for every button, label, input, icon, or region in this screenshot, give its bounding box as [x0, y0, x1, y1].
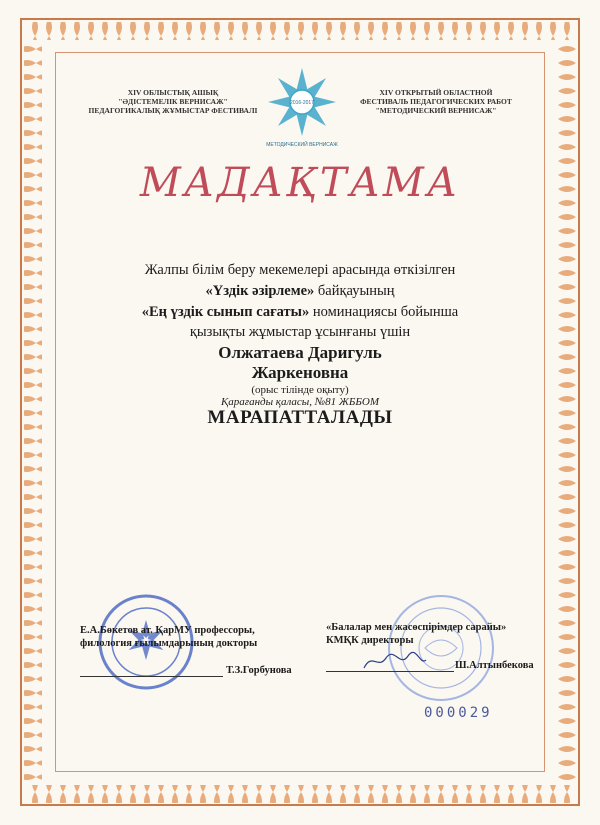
- header-left-line-3: ПЕДАГОГИКАЛЫҚ ЖҰМЫСТАР ФЕСТИВАЛІ: [88, 106, 258, 115]
- festival-logo: [258, 62, 346, 150]
- body-line-3: [0, 304, 600, 321]
- header-left: [88, 88, 258, 115]
- body-line-4: қызықты жұмыстар ұсынғаны үшін: [189, 324, 411, 340]
- recipient-note: (орыс тілінде оқыту): [251, 384, 349, 396]
- logo-years: 2016-2017: [290, 100, 314, 106]
- left-signatory-name: Т.З.Горбунова: [226, 665, 292, 676]
- header-left-line-1: XIV ОБЛЫСТЫҚ АШЫҚ: [127, 88, 219, 97]
- left-signature-line: [80, 676, 223, 677]
- recipient-name-line-1: Олжатаева Даригуль: [218, 343, 382, 362]
- body-line-1: Жалпы білім беру мекемелері арасында өткізілген: [144, 262, 456, 278]
- left-signatory-title-1: Е.А.Бөкетов ат. ҚарМУ профессоры,: [80, 625, 255, 636]
- left-signatory: [80, 625, 290, 650]
- header-right-line-1: XIV ОТКРЫТЫЙ ОБЛАСТНОЙ: [379, 88, 493, 97]
- body-line-3-rest: номинациясы бойынша: [309, 304, 459, 320]
- header-right-line-3: "МЕТОДИЧЕСКИЙ ВЕРНИСАЖ": [375, 106, 497, 115]
- header-right: [356, 88, 516, 115]
- recipient-school: Қарағанды қаласы, №81 ЖББОМ: [220, 396, 379, 408]
- logo-caption: МЕТОДИЧЕСКИЙ ВЕРНИСАЖ: [266, 142, 338, 148]
- nomination-name: «Ең үздік сынып сағаты»: [141, 304, 310, 320]
- award-text: МАРАПАТТАЛАДЫ: [207, 407, 393, 428]
- right-signatory-title-2: КМҚК директоры: [326, 634, 414, 646]
- header-right-line-2: ФЕСТИВАЛЬ ПЕДАГОГИЧЕСКИХ РАБОТ: [360, 97, 512, 106]
- header-left-line-2: "ӘДІСТЕМЕЛІК ВЕРНИСАЖ": [118, 97, 228, 106]
- left-signatory-title-2: филология ғылымдарының докторы: [80, 637, 258, 649]
- contest-name: «Үздік әзірлеме»: [205, 283, 315, 299]
- certificate-title: МАДАҚТАМА: [139, 160, 461, 206]
- body-line-2: [0, 283, 600, 300]
- right-signatory-name: Ш.Алтынбекова: [455, 660, 534, 671]
- recipient-name-line-2: Жаркеновна: [251, 363, 349, 382]
- right-signature-line: [326, 671, 454, 672]
- body-line-2-rest: байқауының: [314, 283, 395, 299]
- right-signatory: [326, 622, 536, 647]
- serial-number: 000029: [424, 705, 493, 721]
- right-signatory-title-1: «Балалар мен жасөспірімдер сарайы»: [326, 622, 507, 633]
